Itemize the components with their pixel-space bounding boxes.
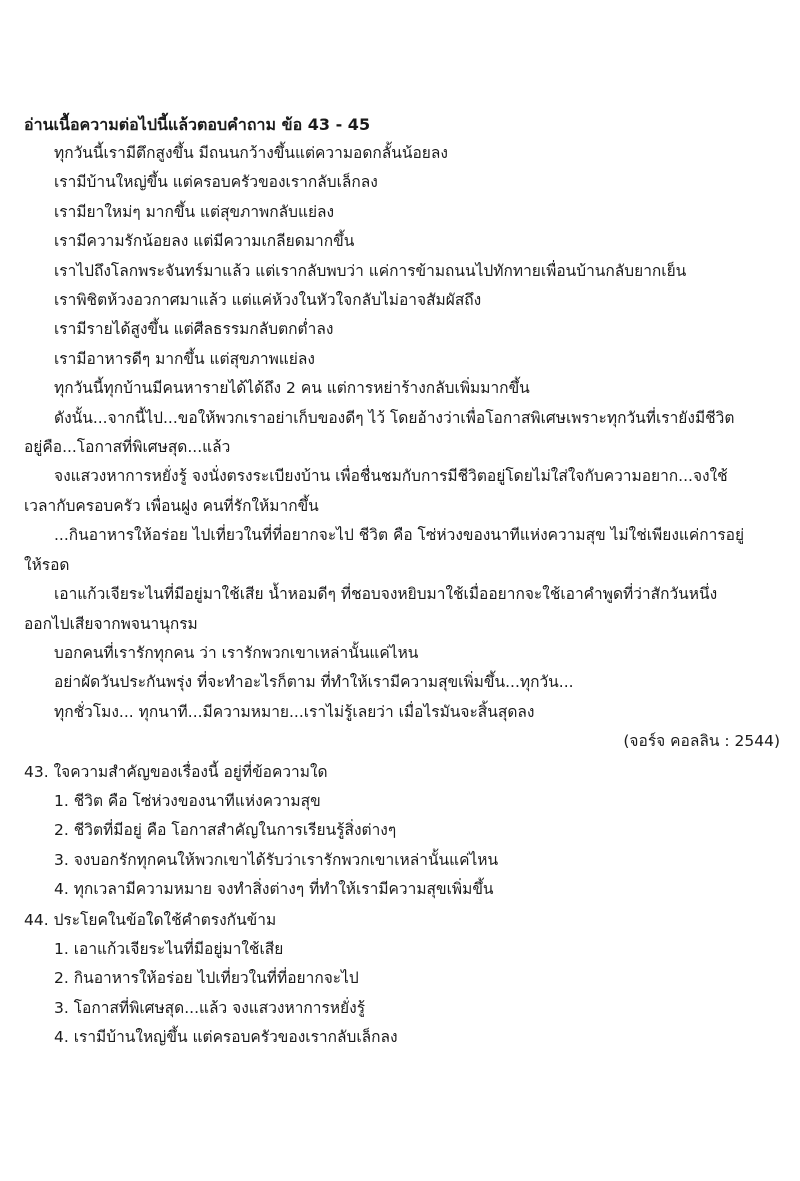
answer-option: 2. กินอาหารให้อร่อย ไปเที่ยวในที่ที่อยากจะไป xyxy=(54,969,359,988)
passage-line: อย่าผัดวันประกันพรุ่ง ที่จะทำอะไรก็ตาม ที่ทำให้เรามีความสุขเพิ่มขึ้น...ทุกวัน... xyxy=(54,673,574,692)
passage-line: เรามีรายได้สูงขึ้น แต่ศีลธรรมกลับตกต่ำลง xyxy=(54,320,334,339)
passage-line: ทุกชั่วโมง... ทุกนาที...มีความหมาย...เราไม่รู้เลยว่า เมื่อไรมันจะสิ้นสุดลง xyxy=(54,702,535,721)
passage-line: เอาแก้วเจียระไนที่มีอยู่มาใช้เสีย น้ำหอมดีๆ ที่ชอบจงหยิบมาใช้เมื่ออยากจะใช้เอาคำพูดที่ว่าสักวันหนึ่ง xyxy=(54,585,718,604)
passage-line: ให้รอด xyxy=(24,555,70,574)
question-prompt: ประโยคในข้อใดใช้คำตรงกันข้าม xyxy=(53,910,277,929)
question-text xyxy=(24,906,782,935)
citation: (จอร์จ คอลลิน : 2544) xyxy=(623,732,780,751)
passage-line: ออกไปเสียจากพจนานุกรม xyxy=(24,614,198,633)
passage-line: เวลากับครอบครัว เพื่อนฝูง คนที่รักให้มากขึ้น xyxy=(24,496,319,515)
question-text xyxy=(24,758,782,787)
passage xyxy=(24,139,782,727)
answer-option: 1. เอาแก้วเจียระไนที่มีอยู่มาใช้เสีย xyxy=(54,939,284,958)
answer-option: 3. โอกาสที่พิเศษสุด...แล้ว จงแสวงหาการหยั่งรู้ xyxy=(54,998,366,1017)
question-number: 43. xyxy=(24,762,49,781)
answer-option: 4. ทุกเวลามีความหมาย จงทำสิ่งต่างๆ ที่ทำให้เรามีความสุขเพิ่มขึ้น xyxy=(54,880,494,899)
question-block xyxy=(24,906,782,1053)
passage-line: เรามีอาหารดีๆ มากขึ้น แต่สุขภาพแย่ลง xyxy=(54,349,315,368)
questions xyxy=(24,758,782,1053)
answer-option: 4. เรามีบ้านใหญ่ขึ้น แต่ครอบครัวของเรากลับเล็กลง xyxy=(54,1028,398,1047)
passage-line: ทุกวันนี้เรามีตึกสูงขึ้น มีถนนกว้างขึ้นแต่ความอดกลั้นน้อยลง xyxy=(54,144,448,162)
passage-line: เราไปถึงโลกพระจันทร์มาแล้ว แต่เรากลับพบว่า แค่การข้ามถนนไปทักทายเพื่อนบ้านกลับยากเย็น xyxy=(54,261,687,280)
passage-line: ดังนั้น...จากนี้ไป...ขอให้พวกเราอย่าเก็บของดีๆ ไว้ โดยอ้างว่าเพื่อโอกาสพิเศษเพราะทุกวันที่เรายังมีชีวิต xyxy=(54,408,735,427)
passage-line: เรามีบ้านใหญ่ขึ้น แต่ครอบครัวของเรากลับเล็กลง xyxy=(54,173,378,192)
answer-option: 3. จงบอกรักทุกคนให้พวกเขาได้รับว่าเรารักพวกเขาเหล่านั้นแค่ไหน xyxy=(54,850,499,869)
passage-line: เรามีความรักน้อยลง แต่มีความเกลียดมากขึ้น xyxy=(54,232,355,251)
instruction-heading: อ่านเนื้อความต่อไปนี้แล้วตอบคำถาม ข้อ 43 - 45 xyxy=(24,115,371,134)
answer-option: 1. ชีวิต คือ โซ่ห่วงของนาทีแห่งความสุข xyxy=(54,791,321,810)
question-block xyxy=(24,758,782,905)
passage-line: อยู่คือ...โอกาสที่พิเศษสุด...แล้ว xyxy=(24,438,231,457)
passage-line: บอกคนที่เรารักทุกคน ว่า เรารักพวกเขาเหล่านั้นแค่ไหน xyxy=(54,643,419,662)
passage-line: เรามียาใหม่ๆ มากขึ้น แต่สุขภาพกลับแย่ลง xyxy=(54,202,335,221)
passage-line: ...กินอาหารให้อร่อย ไปเที่ยวในที่ที่อยากจะไป ชีวิต คือ โซ่ห่วงของนาทีแห่งความสุข ไม่ใช่เพียงแค่การอยู่ xyxy=(54,526,745,545)
question-number: 44. xyxy=(24,910,49,929)
question-prompt: ใจความสำคัญของเรื่องนี้ อยู่ที่ข้อความใด xyxy=(53,762,328,781)
passage-line: ทุกวันนี้ทุกบ้านมีคนหารายได้ได้ถึง 2 คน แต่การหย่าร้างกลับเพิ่มมากขึ้น xyxy=(54,379,530,398)
passage-line: เราพิชิตห้วงอวกาศมาแล้ว แต่แค่ห้วงในหัวใจกลับไม่อาจสัมผัสถึง xyxy=(54,291,482,310)
answer-option: 2. ชีวิตที่มีอยู่ คือ โอกาสสำคัญในการเรียนรู้สิ่งต่างๆ xyxy=(54,821,397,840)
passage-line: จงแสวงหาการหยั่งรู้ จงนั่งตรงระเบียงบ้าน เพื่อชื่นชมกับการมีชีวิตอยู่โดยไม่ใส่ใจกับความอยาก...จงใช้ xyxy=(54,467,728,486)
